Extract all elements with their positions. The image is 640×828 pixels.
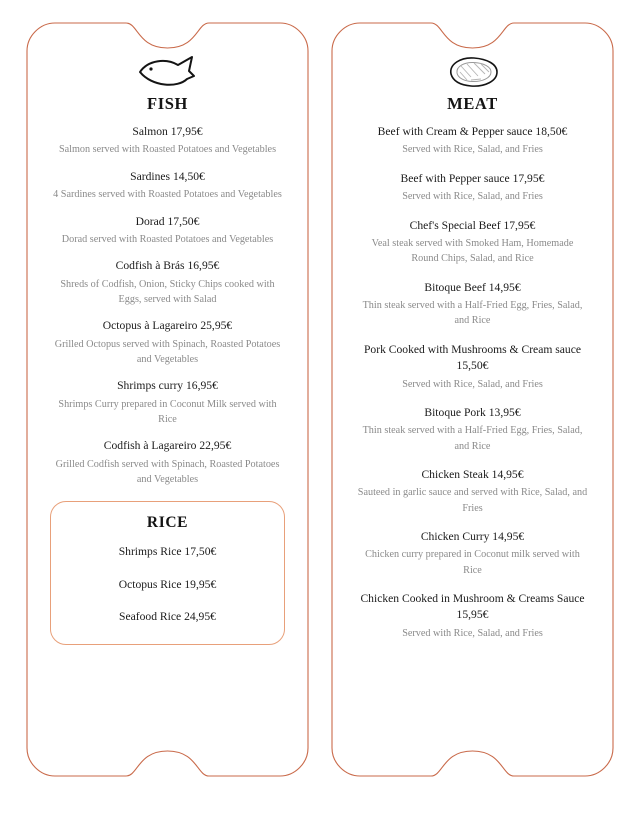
item-description: Salmon served with Roasted Potatoes and Vegetables [58, 144, 277, 156]
section-title-fish: FISH [147, 94, 188, 113]
item-description: Sauteed in garlic sauce and served with Rice, Salad, and Fries [357, 487, 588, 514]
item-description: Served with Rice, Salad, and Fries [402, 191, 543, 203]
fish-icon [132, 52, 204, 92]
item-name: Bitoque Beef 14,95€ [424, 280, 521, 294]
menu-item [347, 591, 598, 641]
menu-item [42, 124, 293, 158]
menu-item [347, 124, 598, 158]
item-name: Beef with Cream & Pepper sauce 18,50€ [377, 125, 568, 138]
menu-item [59, 577, 276, 593]
menu-item [347, 342, 598, 392]
item-description: Served with Rice, Salad, and Fries [402, 627, 543, 639]
item-description: Shreds of Codfish, Onion, Sticky Chips cooked with Eggs, served with Salad [60, 278, 275, 305]
item-description: Served with Rice, Salad, and Fries [402, 378, 543, 390]
item-name: Sardines 14,50€ [130, 169, 205, 183]
menu-item [347, 467, 598, 516]
item-description: Thin steak served with a Half-Fried Egg, Fries, Salad, and Rice [362, 425, 583, 452]
section-title-rice: RICE [146, 514, 189, 532]
menu-section-meat [331, 22, 614, 777]
item-name: Dorad 17,50€ [135, 214, 200, 228]
menu-item [347, 218, 598, 267]
menu-item [42, 214, 293, 248]
item-name: Chicken Cooked in Mushroom & Creams Sauce 15,95€ [360, 591, 585, 622]
menu-item [42, 258, 293, 307]
item-description: Grilled Codfish served with Spinach, Roasted Potatoes and Vegetables [55, 458, 280, 486]
item-name: Seafood Rice 24,95€ [119, 610, 216, 624]
item-description: Dorad served with Roasted Potatoes and Vegetables [61, 233, 274, 245]
menu-item [42, 438, 293, 487]
item-description: Veal steak served with Smoked Ham, Homemade Round Chips, Salad, and Rice [371, 237, 574, 265]
item-name: Octopus à Lagareiro 25,95€ [102, 319, 233, 333]
menu-item [42, 169, 293, 203]
item-description: Grilled Octopus served with Spinach, Roasted Potatoes and Vegetables [54, 338, 281, 366]
item-description: Shrimps Curry prepared in Coconut Milk served with Rice [58, 398, 277, 426]
item-name: Chicken Steak 14,95€ [421, 467, 524, 481]
item-name: Chicken Curry 14,95€ [420, 529, 525, 543]
menu-item [347, 529, 598, 578]
item-description: 4 Sardines served with Roasted Potatoes and Vegetables [53, 189, 282, 201]
menu-item [59, 609, 276, 625]
menu-item [347, 171, 598, 205]
item-name: Shrimps Rice 17,50€ [118, 545, 217, 559]
menu-item [59, 544, 276, 560]
item-name: Octopus Rice 19,95€ [118, 577, 217, 591]
section-title-meat: MEAT [447, 94, 498, 113]
item-description: Thin steak served with a Half-Fried Egg, Fries, Salad, and Rice [362, 300, 583, 327]
item-name: Bitoque Pork 13,95€ [424, 405, 521, 419]
menu-item [42, 378, 293, 427]
menu-section-fish [26, 22, 309, 777]
item-name: Pork Cooked with Mushrooms & Cream sauce 15,50€ [363, 342, 582, 373]
item-description: Served with Rice, Salad, and Fries [402, 144, 543, 156]
menu-subsection-rice [50, 501, 285, 644]
item-name: Codfish à Lagareiro 22,95€ [103, 439, 232, 453]
item-name: Chef's Special Beef 17,95€ [409, 218, 536, 232]
item-name: Codfish à Brás 16,95€ [115, 259, 220, 273]
menu-item [347, 280, 598, 329]
item-description: Chicken curry prepared in Coconut milk served with Rice [365, 549, 580, 576]
item-name: Shrimps curry 16,95€ [117, 379, 218, 393]
steak-icon [441, 52, 505, 92]
menu-item [347, 405, 598, 454]
menu-item [42, 318, 293, 367]
item-name: Beef with Pepper sauce 17,95€ [400, 171, 545, 185]
panel-content-fish [26, 22, 309, 777]
item-name: Salmon 17,95€ [132, 125, 203, 138]
panel-content-meat [331, 22, 614, 777]
